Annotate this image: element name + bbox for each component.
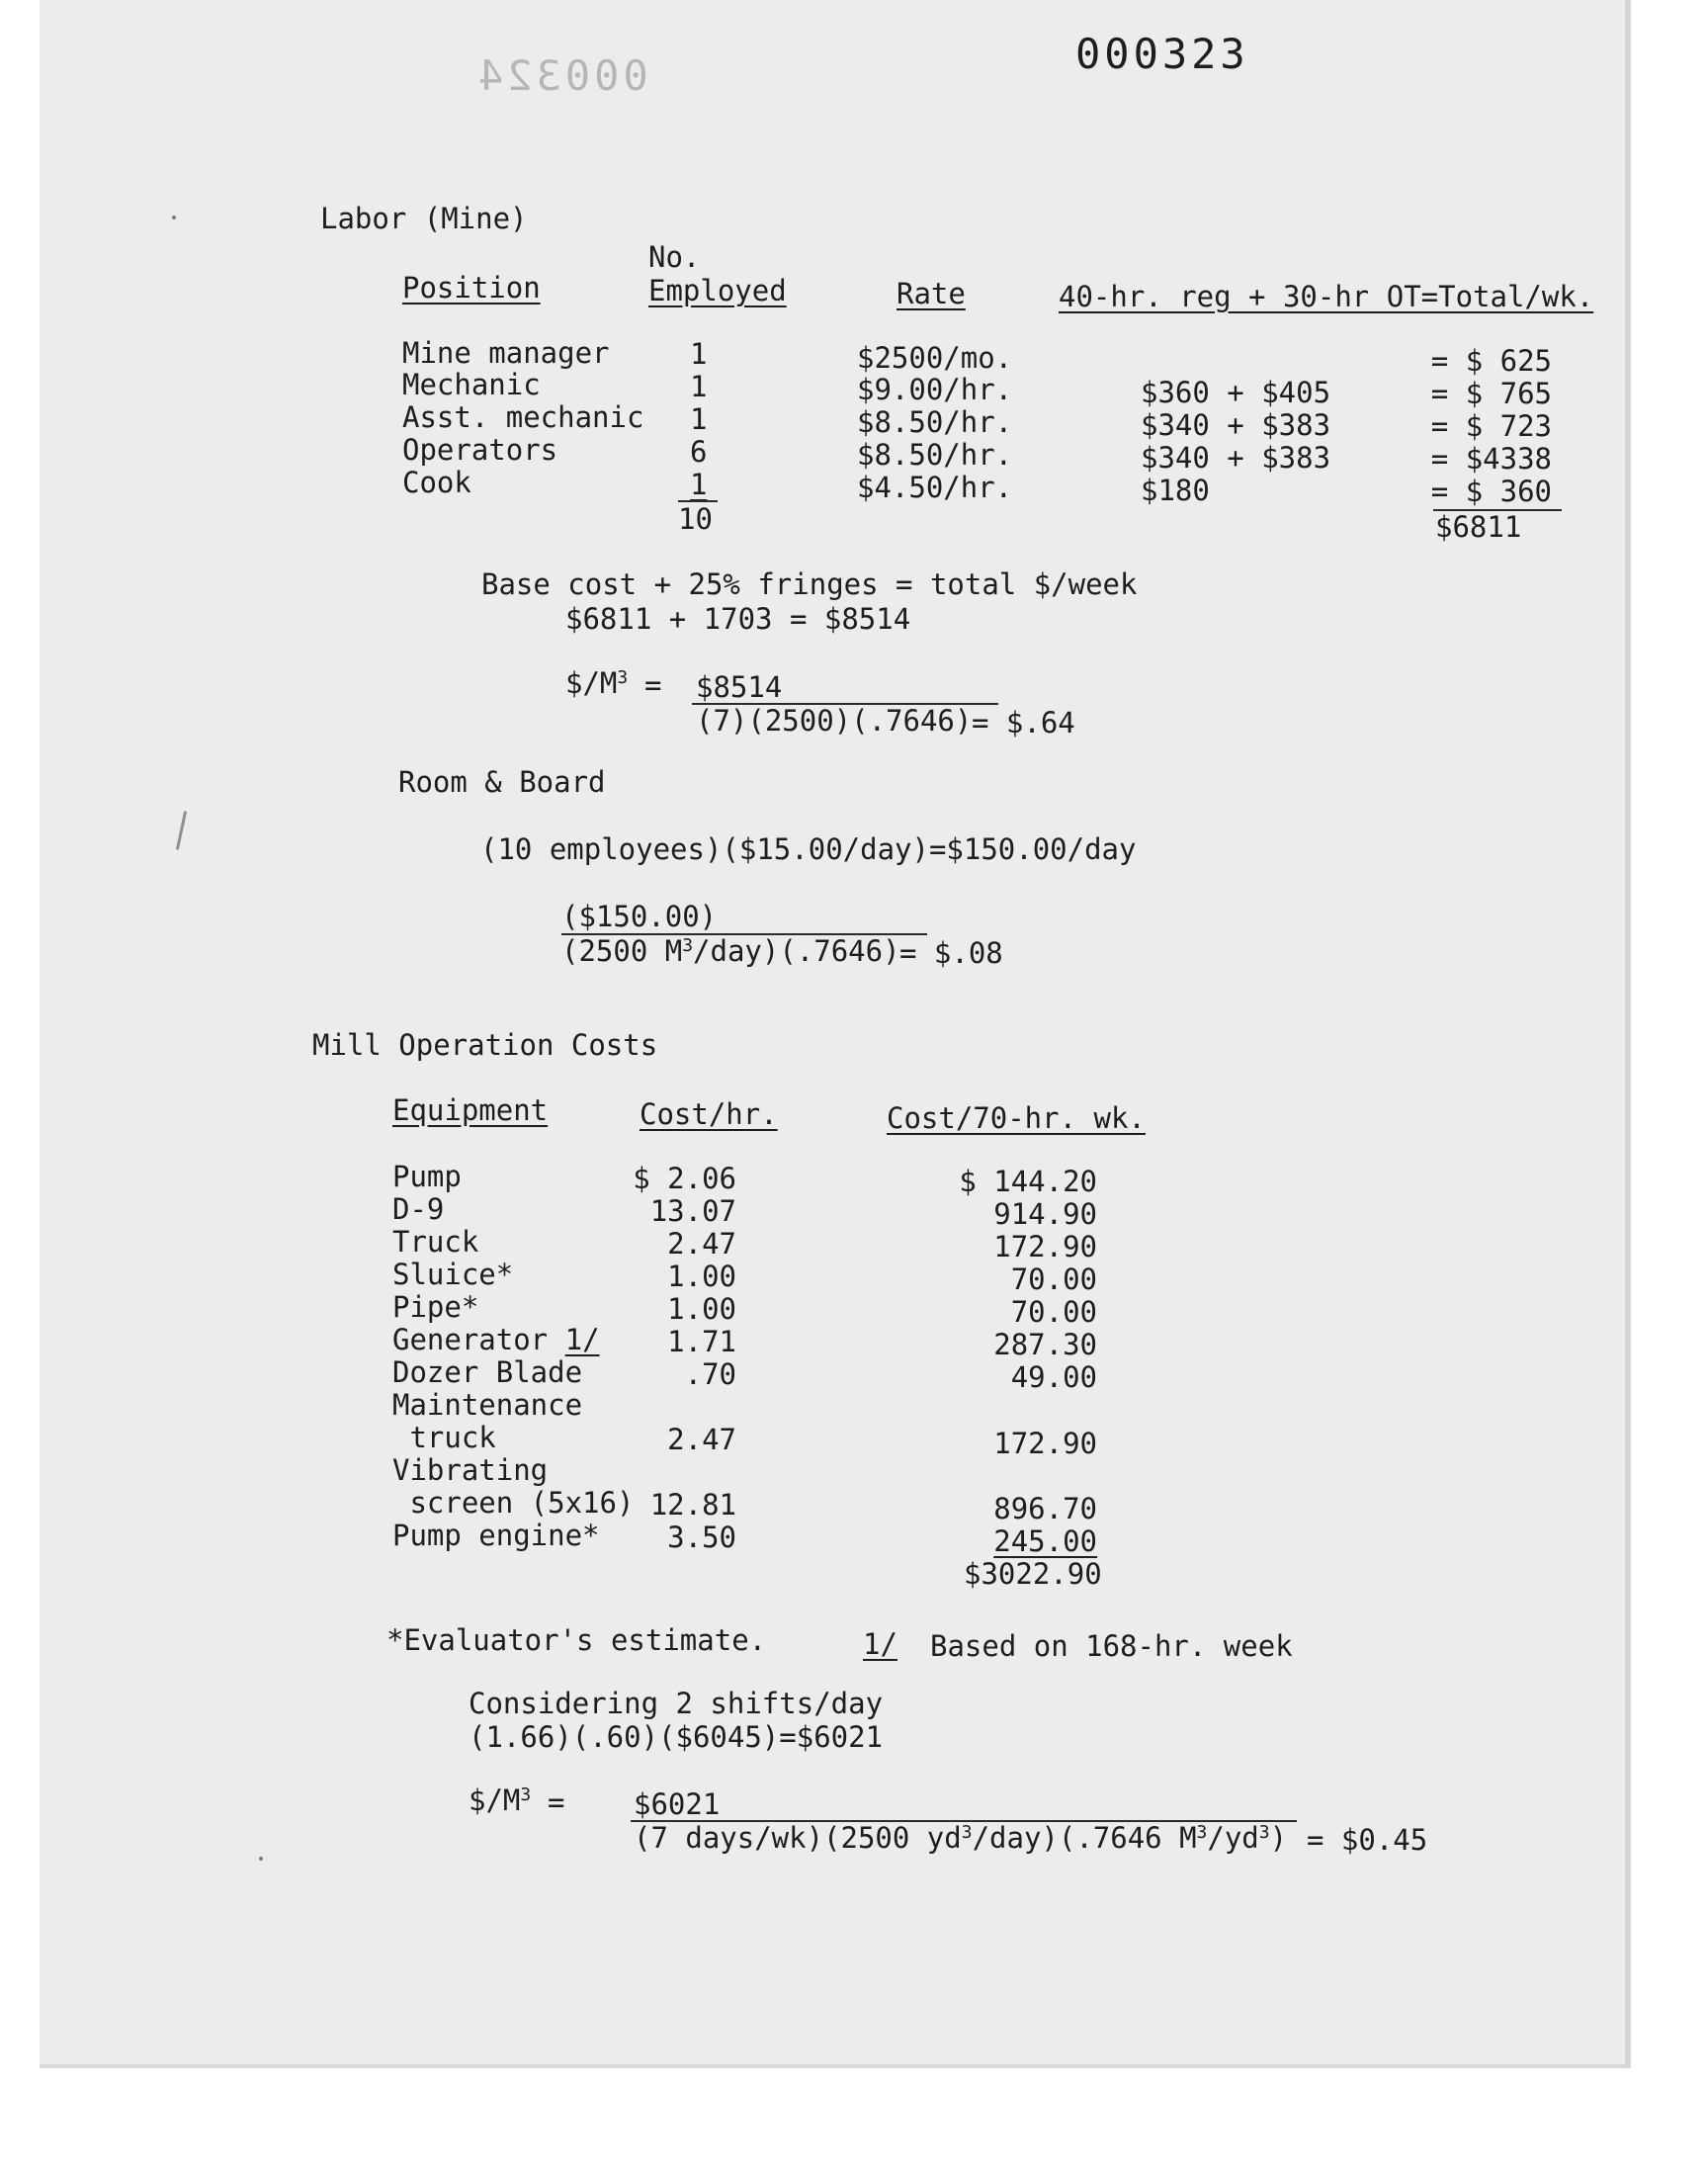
document-page: [40, 0, 1631, 2068]
cell-employed: 1: [690, 468, 708, 501]
cell-equipment: D-9: [392, 1192, 445, 1226]
cell-employed: 1: [690, 337, 708, 371]
col-header-cost-hr: Cost/hr.: [640, 1097, 778, 1131]
cell-cost-wk: 896.70: [993, 1492, 1097, 1525]
footnote-marker: 1/: [564, 1323, 600, 1356]
col-header-employed: Employed: [648, 274, 787, 307]
footnote-1-text: Based on 168-hr. week: [930, 1629, 1293, 1663]
cell-calc: $180: [1141, 474, 1210, 507]
cell-position: Mechanic: [402, 368, 541, 401]
cell-cost-hr: .70: [684, 1357, 736, 1391]
cell-equipment: Truck: [392, 1225, 479, 1259]
cell-equipment: Vibrating: [392, 1453, 549, 1487]
cell-cost-wk: 172.90: [993, 1427, 1097, 1460]
cell-cost-hr: 2.47: [667, 1227, 736, 1261]
labor-grand-total: $6811: [1435, 510, 1522, 544]
cell-cost-hr: 3.50: [667, 1521, 736, 1554]
base-cost-line: Base cost + 25% fringes = total $/week: [481, 567, 1138, 601]
cell-cost-hr: 1.71: [667, 1325, 736, 1358]
labor-per-m3-numerator: $8514: [696, 670, 783, 704]
mirrored-stamp-number: 000324: [474, 51, 648, 100]
cell-employed: 6: [690, 435, 708, 469]
cell-rate: $8.50/hr.: [857, 438, 1013, 472]
cell-total: = $ 625: [1430, 344, 1552, 378]
cell-equipment: Sluice*: [392, 1258, 514, 1291]
labor-per-m3-equals: =: [644, 668, 662, 702]
cell-position: Operators: [402, 433, 558, 467]
cell-equipment: Pipe*: [392, 1290, 479, 1324]
scan-speck: [172, 216, 176, 219]
room-board-title: Room & Board: [398, 765, 606, 799]
cell-cost-wk: 70.00: [1010, 1262, 1097, 1296]
mill-per-m3-equals: =: [548, 1785, 565, 1819]
cell-cost-wk: 70.00: [1010, 1295, 1097, 1329]
cell-equipment: Pump engine*: [392, 1519, 600, 1552]
cell-position: Cook: [402, 466, 471, 499]
cell-rate: $8.50/hr.: [857, 405, 1013, 439]
room-board-denominator: (2500 $M^3/day)(.7646)$: [561, 934, 900, 968]
mill-per-m3-numerator: $6021: [634, 1787, 721, 1821]
mill-total: $3022.90: [964, 1557, 1102, 1591]
cell-total: = $ 723: [1430, 409, 1552, 443]
col-header-total: 40-hr. reg + 30-hr OT=Total/wk.: [1059, 280, 1594, 313]
cell-rate: $2500/mo.: [857, 341, 1013, 375]
col-header-rate: Rate: [897, 277, 966, 310]
cell-cost-wk: $ 144.20: [959, 1165, 1097, 1198]
shifts-calc: (1.66)(.60)($6045)=$6021: [469, 1720, 884, 1754]
cell-equipment-cont: truck: [392, 1421, 496, 1454]
cell-position: Mine manager: [402, 336, 610, 370]
shifts-line: Considering 2 shifts/day: [469, 1687, 884, 1720]
mill-per-m3-denominator: (7 days/wk)(2500 $yd^3/day)(.7646$ $M^3/yd^3$): [634, 1821, 1288, 1855]
cell-employed: 1: [690, 370, 708, 403]
cell-cost-hr: 1.00: [667, 1292, 736, 1326]
mill-title: Mill Operation Costs: [312, 1028, 658, 1062]
scan-speck: [259, 1857, 263, 1861]
cell-cost-wk: 287.30: [993, 1328, 1097, 1361]
cell-cost-wk: 914.90: [993, 1197, 1097, 1231]
cell-employed: 1: [690, 402, 708, 436]
cell-cost-wk: 172.90: [993, 1230, 1097, 1263]
cell-equipment-cont: screen (5x16): [392, 1486, 635, 1520]
scan-mark: [176, 811, 187, 850]
labor-per-m3-denominator: (7)(2500)(.7646): [696, 704, 973, 738]
cell-equipment: Dozer Blade: [392, 1355, 583, 1389]
col-header-cost-wk: Cost/70-hr. wk.: [887, 1101, 1146, 1135]
cell-rate: $4.50/hr.: [857, 471, 1013, 504]
col-header-equipment: Equipment: [392, 1093, 549, 1127]
cell-cost-hr: 1.00: [667, 1260, 736, 1293]
room-board-numerator: ($150.00): [561, 900, 718, 933]
cell-cost-wk: 49.00: [1010, 1360, 1097, 1394]
labor-per-m3-label: $\$/M^3$: [565, 666, 629, 700]
mill-per-m3-label: $\$/M^3$: [469, 1784, 532, 1817]
cell-total: = $4338: [1430, 442, 1552, 476]
col-header-position: Position: [402, 271, 541, 304]
cell-total: = $ 765: [1430, 377, 1552, 410]
cell-cost-hr: 13.07: [649, 1194, 736, 1228]
cell-total: = $ 360: [1430, 475, 1552, 508]
cell-cost-hr: 2.47: [667, 1423, 736, 1456]
cell-rate: $9.00/hr.: [857, 373, 1013, 406]
base-cost-calc: $6811 + 1703 = $8514: [565, 602, 911, 636]
cell-cost-wk: 245.00: [993, 1524, 1097, 1558]
footnote-1-marker: 1/: [863, 1627, 897, 1661]
labor-per-m3-result: = $.64: [972, 706, 1075, 740]
labor-title: Labor (Mine): [320, 202, 528, 235]
stamp-number: 000323: [1075, 30, 1249, 78]
footnote-evaluator: *Evaluator's estimate.: [386, 1623, 767, 1657]
cell-calc: $340 + $383: [1141, 408, 1331, 442]
mill-per-m3-result: = $0.45: [1307, 1823, 1428, 1857]
cell-calc: $340 + $383: [1141, 441, 1331, 475]
room-board-result: = $.08: [899, 936, 1003, 970]
cell-position: Asst. mechanic: [402, 400, 644, 434]
col-header-no: No.: [648, 240, 701, 274]
cell-equipment: Pump: [392, 1160, 462, 1193]
cell-calc: $360 + $405: [1141, 376, 1331, 409]
employed-total: 10: [678, 502, 713, 536]
room-board-line: (10 employees)($15.00/day)=$150.00/day: [480, 832, 1137, 866]
cell-equipment: Generator 1/: [392, 1323, 600, 1356]
cell-cost-hr: 12.81: [649, 1488, 736, 1522]
cell-equipment: Maintenance: [392, 1388, 583, 1422]
cell-cost-hr: $ 2.06: [633, 1162, 736, 1195]
